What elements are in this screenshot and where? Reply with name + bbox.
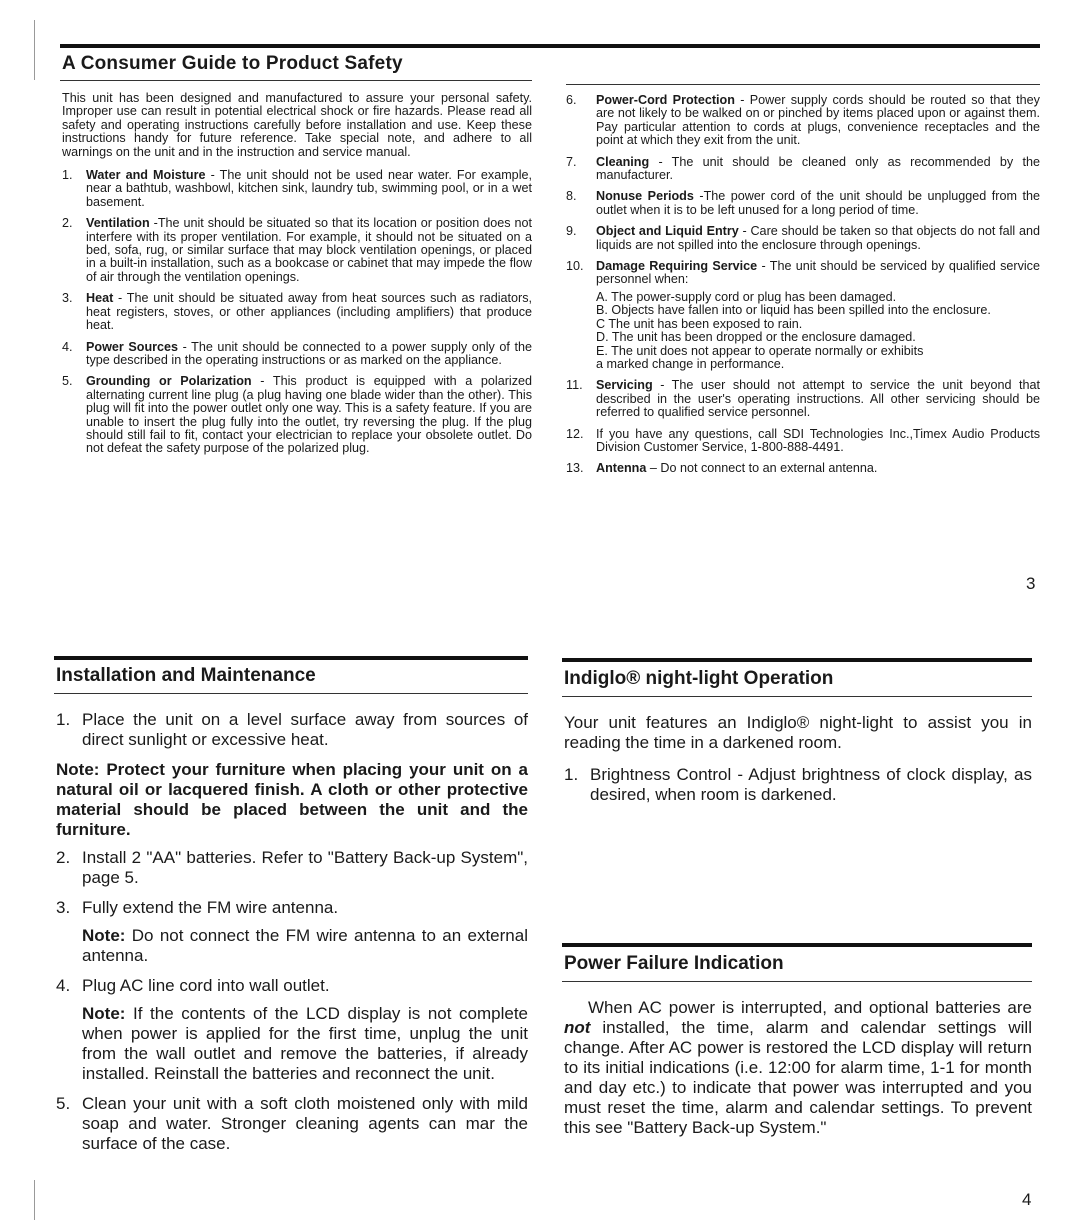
install-step: 1. Place the unit on a level surface away from sources of direct sunlight or excessive heat.: [56, 710, 528, 749]
margin-line: [34, 20, 35, 80]
safety-item: 1. Water and Moisture - The unit should not be used near water. For example, near a bathtub, washbowl, kitchen sink, laundry tub, swimming pool, or in a wet basement.: [62, 168, 532, 209]
indiglo-intro: Your unit features an Indiglo® night-light to assist you in reading the time in a darkened room.: [564, 713, 1032, 752]
install-underline: [54, 693, 528, 694]
safety-item: 13. Antenna – Do not connect to an external antenna.: [566, 461, 878, 476]
power-text: When AC power is interrupted, and optional batteries are not installed, the time, alarm and calendar settings will change. After AC power is restored the LCD display will return to its initial indications (i.e. 12:00 for alarm time, 1-1 for month and day etc.) to indicate that power was interrupted and you must reset the time, alarm and calendar settings. To prevent this see "Battery Back-up System.": [564, 998, 1032, 1137]
indiglo-title: Indiglo® night-light Operation: [564, 668, 834, 689]
install-step: 4. Plug AC line cord into wall outlet.: [56, 976, 330, 995]
subitem: D. The unit has been dropped or the enclosure damaged.: [596, 330, 916, 345]
safety-item: 9. Object and Liquid Entry - Care should be taken so that objects do not fall and liquids are not spilled into the enclosure through openings.: [566, 224, 1040, 252]
safety-item: 6. Power-Cord Protection - Power supply cords should be routed so that they are not likely to be walked on or pinched by items placed upon or against them. Pay particular attention to cords at plugs, convenience receptacles and the point at which they exit from the unit.: [566, 93, 1040, 148]
indiglo-top-rule: [562, 658, 1032, 662]
subitem: E. The unit does not appear to operate normally or exhibits: [596, 343, 924, 358]
furniture-note: Note: Protect your furniture when placing your unit on a natural oil or lacquered finish. A cloth or other protective material should be placed between the unit and the furniture.: [56, 760, 528, 839]
install-body: [56, 710, 528, 1164]
safety-item: 10. Damage Requiring Service - The unit should be serviced by qualified service personnel when:: [566, 259, 1040, 287]
safety-intro: This unit has been designed and manufactured to assure your personal safety. Improper use can result in potential electrical shock or fire hazards. Please read all safety and operating instructions carefully before installation and use. Keep these instructions handy for future reference. Take special note, and adhere to all warnings on the unit and in the instruction and service manual.: [62, 91, 532, 159]
power-title: Power Failure Indication: [564, 953, 784, 974]
install-title: Installation and Maintenance: [56, 665, 316, 686]
safety-right-column: [566, 94, 1040, 484]
install-step: 5. Clean your unit with a soft cloth moistened only with mild soap and water. Stronger cleaning agents can mar the surface of the case.: [56, 1094, 528, 1153]
safety-item: 5. Grounding or Polarization - This product is equipped with a polarized alternating current line plug (a plug having one blade wider than the other). This plug will fit into the power outlet only one way. This is a safety feature. If you are unable to insert the plug fully into the outlet, try reversing the plug. If the plug should still fail to fit, contact your electrician to replace your obsolete outlet. Do not defeat the safety purpose of the polarized plug.: [62, 374, 532, 456]
subitem: A. The power-supply cord or plug has been damaged.: [596, 289, 897, 304]
subitem: a marked change in performance.: [596, 356, 785, 371]
page-number-3: 3: [1026, 574, 1036, 593]
indiglo-underline: [562, 696, 1032, 697]
safety-item: 11. Servicing - The user should not attempt to service the unit beyond that described in the user's operating instructions. All other servicing should be referred to qualified service personnel.: [566, 378, 1040, 420]
lcd-note: Note: If the contents of the LCD display is not complete when power is applied for the first time, unplug the unit from the wall outlet and remove the batteries, if already installed. Reinstall the batteries and reconnect the unit.: [82, 1004, 528, 1083]
page3-title: A Consumer Guide to Product Safety: [62, 53, 403, 74]
indiglo-step: 1. Brightness Control - Adjust brightness of clock display, as desired, when room is darkened.: [564, 765, 1032, 804]
install-step: 3. Fully extend the FM wire antenna.: [56, 898, 339, 917]
safety-item: 8. Nonuse Periods -The power cord of the unit should be unplugged from the outlet when it is to be left unused for a long period of time.: [566, 189, 1040, 217]
power-underline: [562, 981, 1032, 982]
indiglo-body: [564, 713, 1032, 815]
page3-title-underline: [60, 80, 532, 81]
subitem: B. Objects have fallen into or liquid has been spilled into the enclosure.: [596, 303, 991, 318]
safety-item: 7. Cleaning - The unit should be cleaned only as recommended by the manufacturer.: [566, 154, 1040, 183]
install-step: 2. Install 2 "AA" batteries. Refer to "Battery Back-up System", page 5.: [56, 848, 528, 887]
safety-item: 4. Power Sources - The unit should be connected to a power supply only of the type described in the operating instructions or as marked on the appliance.: [62, 339, 532, 367]
subitem: C The unit has been exposed to rain.: [596, 316, 803, 331]
page-number-4: 4: [1022, 1190, 1032, 1209]
damage-subitems: [596, 291, 1040, 371]
page3-top-rule: [60, 44, 1040, 48]
safety-item: 2. Ventilation -The unit should be situated so that its location or position does not interfere with its proper ventilation. For example, it should not be situated on a bed, sofa, rug, or similar surface that may block ventilation openings, or placed in a built-in installation, such as a bookcase or cabinet that may impede the flow of air through the ventilation openings.: [62, 216, 532, 284]
power-body: [564, 998, 1032, 1138]
margin-line: [34, 1180, 35, 1220]
safety-left-column: [62, 92, 532, 464]
install-top-rule: [54, 656, 528, 660]
safety-item: 12. If you have any questions, call SDI Technologies Inc.,Timex Audio Products Division Customer Service, 1-800-888-4491.: [566, 426, 1040, 454]
power-top-rule: [562, 943, 1032, 947]
safety-item: 3. Heat - The unit should be situated away from heat sources such as radiators, heat registers, stoves, or other appliances (including amplifiers) that produce heat.: [62, 291, 532, 333]
page3-title-underline-right: [566, 84, 1040, 85]
antenna-note: Note: Do not connect the FM wire antenna to an external antenna.: [82, 926, 528, 965]
